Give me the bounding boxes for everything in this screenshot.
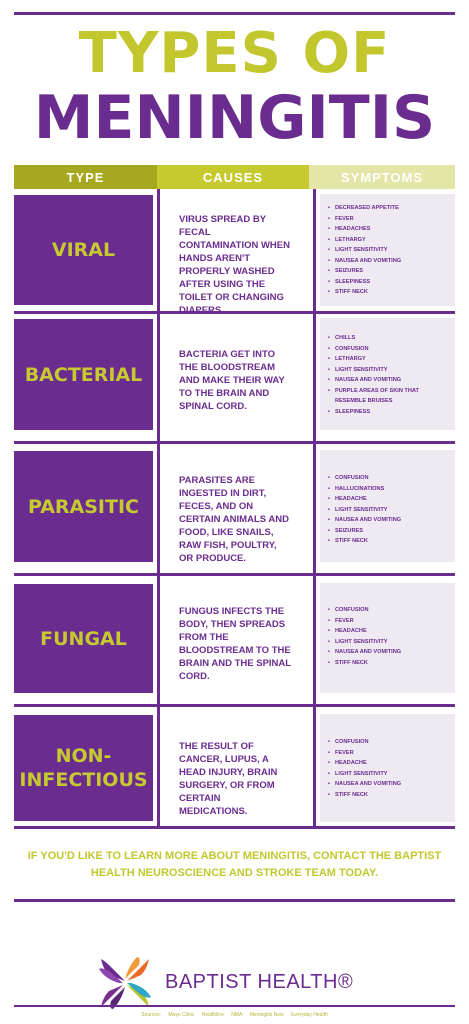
cause-non-infectious: THE RESULT OF CANCER, LUPUS, A HEAD INJURY, BRAIN SURGERY, OR FROM CERTAIN MEDICATIONS. [179, 741, 278, 817]
symptom-item: • FEVER [328, 748, 449, 759]
brand-name: BAPTIST HEALTH® [165, 971, 354, 993]
symptom-item: • LIGHT SENSITIVITY [328, 769, 449, 780]
source-item: NMA [231, 1012, 243, 1018]
source-item: Healthline [201, 1012, 224, 1018]
call-to-action: IF YOU'D LIKE TO LEARN MORE ABOUT MENINGITIS, CONTACT THE BAPTIST HEALTH NEUROSCIENCE AND STROKE TEAM TODAY. [27, 850, 442, 879]
type-parasitic: PARASITIC [14, 451, 153, 562]
symptom-item: • NAUSEA AND VOMITING [328, 256, 449, 267]
symptom-item: • SLEEPINESS [328, 407, 449, 418]
symptom-item: • LIGHT SENSITIVITY [328, 505, 449, 516]
symptom-item: • CHILLS [328, 333, 449, 344]
symptom-item: • STIFF NECK [328, 536, 449, 547]
symptom-item: • LETHARGY [328, 235, 449, 246]
symptoms-bacterial [320, 318, 455, 430]
symptom-list [328, 203, 449, 298]
symptom-item: • NAUSEA AND VOMITING [328, 515, 449, 526]
symptom-item: • LIGHT SENSITIVITY [328, 365, 449, 376]
row-divider [14, 573, 455, 576]
row-divider [14, 704, 455, 707]
symptom-item: • CONFUSION [328, 344, 449, 355]
type-non-infectious [14, 715, 153, 821]
symptom-item: • SEIZURES [328, 266, 449, 277]
type-bacterial: BACTERIAL [14, 319, 153, 430]
type-viral: VIRAL [14, 195, 153, 305]
symptom-item: • STIFF NECK [328, 790, 449, 801]
symptom-item: • LIGHT SENSITIVITY [328, 637, 449, 648]
symptom-list [328, 737, 449, 800]
symptom-item: • NAUSEA AND VOMITING [328, 647, 449, 658]
symptom-list [328, 473, 449, 547]
symptom-item: • NAUSEA AND VOMITING [328, 779, 449, 790]
symptoms-fungal [320, 583, 455, 693]
cause-viral: VIRUS SPREAD BY FECAL CONTAMINATION WHEN HANDS AREN'T PROPERLY WASHED AFTER USING THE TOILET OR CHANGING DIAPERS. [179, 214, 290, 316]
symptom-item: • CONFUSION [328, 605, 449, 616]
title-line-2: MENINGITIS [33, 83, 436, 153]
symptoms-parasitic [320, 450, 455, 562]
type-fungal: FUNGAL [14, 584, 153, 693]
header-symptoms: SYMPTOMS [309, 165, 455, 189]
row-divider [14, 441, 455, 444]
sources-label: Sources: [141, 1012, 161, 1018]
column-divider-1 [157, 189, 160, 827]
symptom-item: • HEADACHES [328, 224, 449, 235]
symptom-item: • FEVER [328, 616, 449, 627]
cause-bacterial: BACTERIA GET INTO THE BLOODSTREAM AND MAKE THEIR WAY TO THE BRAIN AND SPINAL CORD. [179, 349, 285, 412]
symptom-item: • CONFUSION [328, 737, 449, 748]
sources-line [0, 1011, 469, 1019]
symptom-item: • FEVER [328, 214, 449, 225]
symptom-item: • LETHARGY [328, 354, 449, 365]
title-line-1: TYPES OF [78, 21, 391, 86]
cause-fungal: FUNGUS INFECTS THE BODY, THEN SPREADS FROM THE BLOODSTREAM TO THE BRAIN AND THE SPINAL CORD. [179, 606, 291, 682]
source-item: Meningitis Now [249, 1012, 284, 1018]
type-non-infectious-line-2: INFECTIOUS [19, 769, 148, 791]
symptom-item: • NAUSEA AND VOMITING [328, 375, 449, 386]
baptist-health-logo-icon [97, 955, 153, 1011]
symptom-item: • SEIZURES [328, 526, 449, 537]
column-divider-2 [313, 189, 316, 827]
symptom-list [328, 333, 449, 417]
symptom-item: • CONFUSION [328, 473, 449, 484]
header-type: TYPE [14, 165, 157, 189]
symptoms-non-infectious [320, 714, 455, 822]
top-rule [14, 12, 455, 15]
symptom-item: • STIFF NECK [328, 287, 449, 298]
cause-parasitic: PARASITES ARE INGESTED IN DIRT, FECES, AND ON CERTAIN ANIMALS AND FOOD, LIKE SNAILS, RAW FISH, POULTRY, OR PRODUCE. [179, 475, 289, 564]
source-item: Everyday Health [291, 1012, 328, 1018]
source-item: Mayo Clinic [168, 1012, 195, 1018]
symptom-item: • LIGHT SENSITIVITY [328, 245, 449, 256]
bottom-rule [14, 1005, 455, 1007]
symptom-item: • HEADACHE [328, 626, 449, 637]
symptom-item: • STIFF NECK [328, 658, 449, 669]
symptom-list [328, 605, 449, 668]
row-divider [14, 826, 455, 829]
header-causes: CAUSES [157, 165, 309, 189]
symptom-item: • HEADACHE [328, 758, 449, 769]
symptom-item: • HEADACHE [328, 494, 449, 505]
middle-rule [14, 899, 455, 902]
symptom-item: • HALLUCINATIONS [328, 484, 449, 495]
symptom-item: • PURPLE AREAS OF SKIN THAT RESEMBLE BRUISES [328, 386, 449, 407]
type-non-infectious-line-1: NON- [55, 745, 112, 767]
symptom-item: • SLEEPINESS [328, 277, 449, 288]
symptom-item: • DECREASED APPETITE [328, 203, 449, 214]
symptoms-viral [320, 194, 455, 306]
